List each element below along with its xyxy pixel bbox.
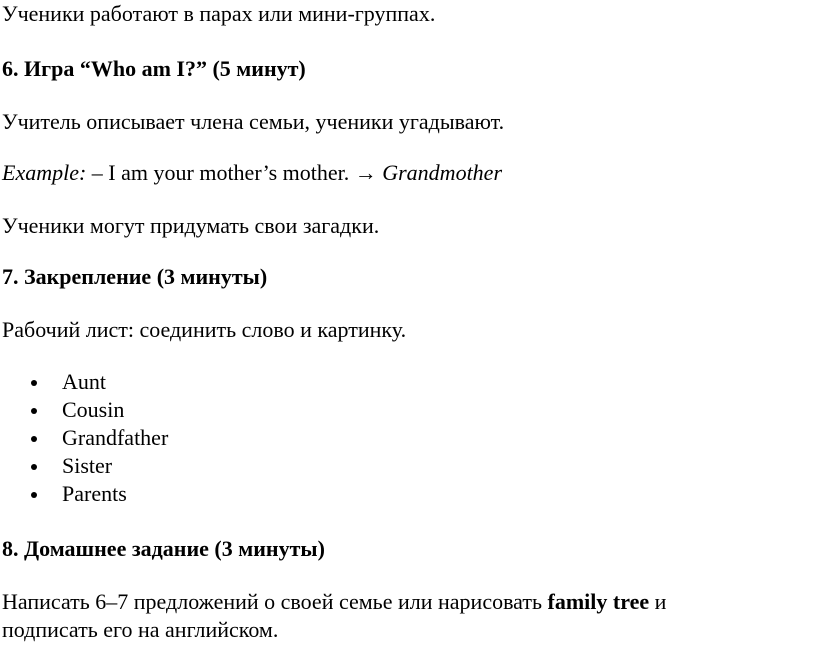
example-label: Example: [2,160,87,185]
list-item [0,452,168,480]
bullet-icon [31,408,37,414]
homework-bold-term: family tree [547,589,650,614]
section-7-heading: 7. Закрепление (3 минуты) [2,264,268,289]
worksheet-text: Рабочий лист: соединить слово и картинку. [2,317,407,342]
list-item [0,424,168,452]
homework-line-1 [2,588,666,616]
section-6-heading: 6. Игра “Who am I?” (5 минут) [2,56,306,81]
word-label: Grandfather [62,425,169,450]
word-label: Cousin [62,397,125,422]
example-line [2,159,502,187]
bullet-icon [31,464,37,470]
section-8-heading: 8. Домашнее задание (3 минуты) [2,536,325,561]
bullet-icon [31,436,37,442]
section-6-description: Учитель описывает члена семьи, ученики угадывают. [2,109,505,134]
homework-text-part1: Написать 6–7 предложений о своей семье или нарисовать [2,589,548,614]
riddles-text: Ученики могут придумать свои загадки. [2,213,380,238]
word-label: Sister [62,453,113,478]
intro-text: Ученики работают в парах или мини-группах. [2,1,436,26]
bullet-icon [31,492,37,498]
list-item [0,368,168,396]
bullet-icon [31,380,37,386]
word-label: Aunt [62,369,106,394]
example-text: – I am your mother’s mother. → [86,160,383,185]
homework-text-part2: и [649,589,667,614]
word-label: Parents [62,481,127,506]
list-item [0,396,168,424]
list-item [0,480,168,508]
homework-line-2: подписать его на английском. [2,617,279,642]
example-answer: Grandmother [382,160,503,185]
word-list [0,368,168,508]
